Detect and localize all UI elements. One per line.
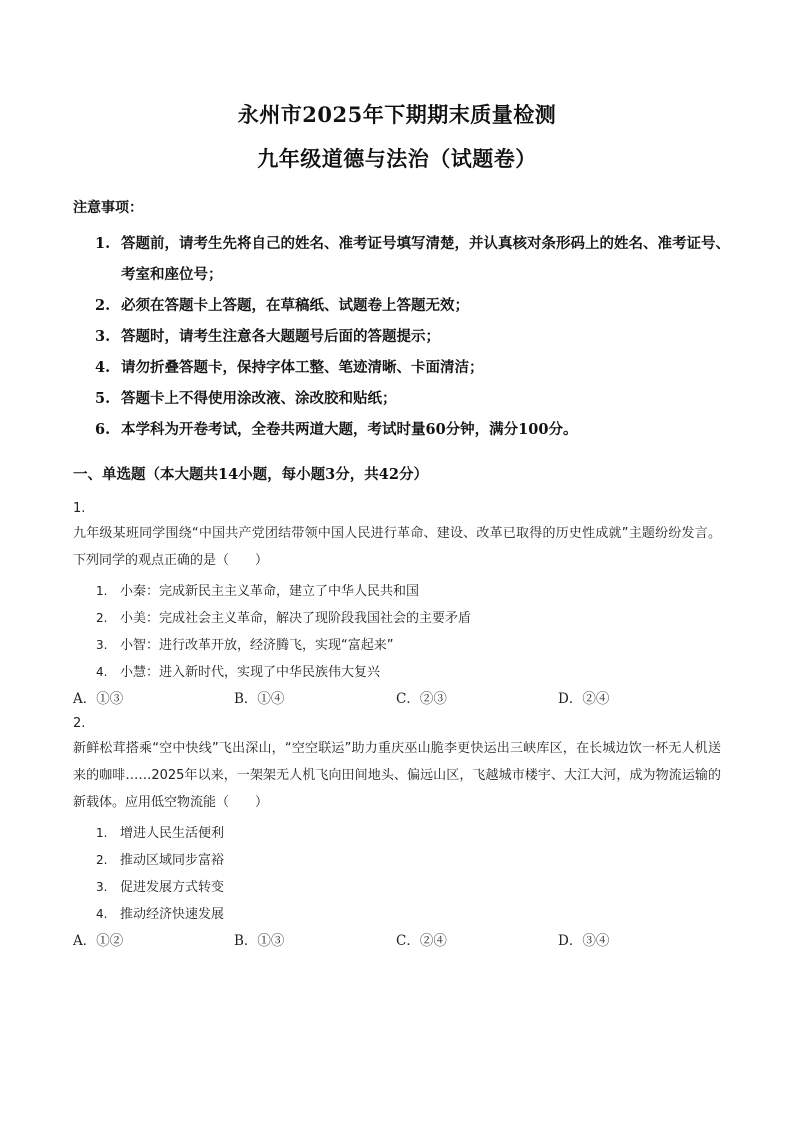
statement-item — [73, 820, 721, 847]
note-text: 答题前，请考生先将自己的姓名、准考证号填写清楚，并认真核对条形码上的姓名、准考证号、考室和座位号； — [121, 235, 730, 283]
statement-list — [73, 820, 721, 928]
question-stem: 九年级某班同学围绕“中国共产党团结带领中国人民进行革命、建设、改革已取得的历史性成就”主题纷纷发言。下列同学的观点正确的是（ ） — [73, 526, 721, 568]
statement-item — [73, 901, 721, 928]
notes-list — [95, 228, 735, 445]
note-number: 4. — [95, 359, 111, 376]
statement-text: 小美：完成社会主义革命，解决了现阶段我国社会的主要矛盾 — [120, 611, 472, 626]
statement-item — [73, 605, 721, 632]
statement-text: 小智：进行改革开放，经济腾飞，实现“富起来” — [120, 638, 394, 653]
note-item — [95, 321, 735, 352]
statement-text: 增进人民生活便利 — [120, 826, 225, 841]
statement-number: 1. — [96, 584, 108, 598]
statement-number: 2. — [96, 853, 108, 867]
note-text: 本学科为开卷考试，全卷共两道大题，考试时量60分钟，满分100分。 — [121, 421, 578, 438]
statement-item — [73, 847, 721, 874]
answer-choices — [73, 928, 721, 954]
statement-item — [73, 578, 721, 605]
note-number: 6. — [95, 421, 111, 438]
note-text: 必须在答题卡上答题，在草稿纸、试题卷上答题无效； — [121, 297, 469, 314]
statement-number: 3. — [96, 638, 108, 652]
answer-choices — [73, 686, 721, 712]
question-number: 1. — [73, 501, 86, 516]
choice-b: B．①③ — [234, 933, 285, 949]
statement-text: 推动区域同步富裕 — [120, 853, 225, 868]
statement-item — [73, 632, 721, 659]
note-text: 答题卡上不得使用涂改液、涂改胶和贴纸； — [121, 390, 397, 407]
statement-text: 小慧：进入新时代，实现了中华民族伟大复兴 — [120, 665, 381, 680]
choice-a: A．①② — [73, 933, 124, 949]
note-item — [95, 290, 735, 321]
statement-item — [73, 659, 721, 686]
statement-list — [73, 578, 721, 686]
question-number: 2. — [73, 716, 86, 731]
note-item — [95, 352, 735, 383]
notes-heading: 注意事项： — [73, 200, 143, 216]
statement-number: 4. — [96, 907, 108, 921]
choice-a: A．①③ — [73, 691, 124, 707]
statement-number: 1. — [96, 826, 108, 840]
question-2 — [73, 713, 721, 954]
note-number: 3. — [95, 328, 111, 345]
note-text: 答题时，请考生注意各大题题号后面的答题提示； — [121, 328, 440, 345]
statement-number: 3. — [96, 880, 108, 894]
note-item — [95, 414, 735, 445]
statement-text: 推动经济快速发展 — [120, 907, 225, 922]
statement-item — [73, 874, 721, 901]
question-stem: 新鲜松茸搭乘“空中快线”飞出深山，“空空联运”助力重庆巫山脆李更快运出三峡库区，在长城边饮一杯无人机送来的咖啡……2025年以来，一架架无人机飞向田间地头、偏远山区，飞越城市楼宇、大江大河，成为物流运输的新载体。应用低空物流能（ ） — [73, 741, 721, 810]
statement-number: 4. — [96, 665, 108, 679]
statement-text: 小秦：完成新民主主义革命，建立了中华人民共和国 — [120, 584, 420, 599]
note-number: 1. — [95, 235, 111, 252]
choice-c: C．②③ — [396, 691, 447, 707]
statement-text: 促进发展方式转变 — [120, 880, 225, 895]
exam-title: 永州市2025年下期期末质量检测 — [237, 102, 557, 127]
question-1 — [73, 498, 721, 712]
section-heading: 一、单选题（本大题共14小题，每小题3分，共42分） — [73, 466, 428, 483]
choice-d: D．③④ — [558, 933, 610, 949]
exam-subtitle: 九年级道德与法治（试题卷） — [257, 146, 537, 171]
choice-b: B．①④ — [234, 691, 285, 707]
note-number: 2. — [95, 297, 111, 314]
note-item — [95, 383, 735, 414]
note-item — [95, 228, 735, 290]
note-text: 请勿折叠答题卡，保持字体工整、笔迹清晰、卡面清洁； — [121, 359, 484, 376]
note-number: 5. — [95, 390, 111, 407]
choice-c: C．②④ — [396, 933, 447, 949]
statement-number: 2. — [96, 611, 108, 625]
choice-d: D．②④ — [558, 691, 610, 707]
